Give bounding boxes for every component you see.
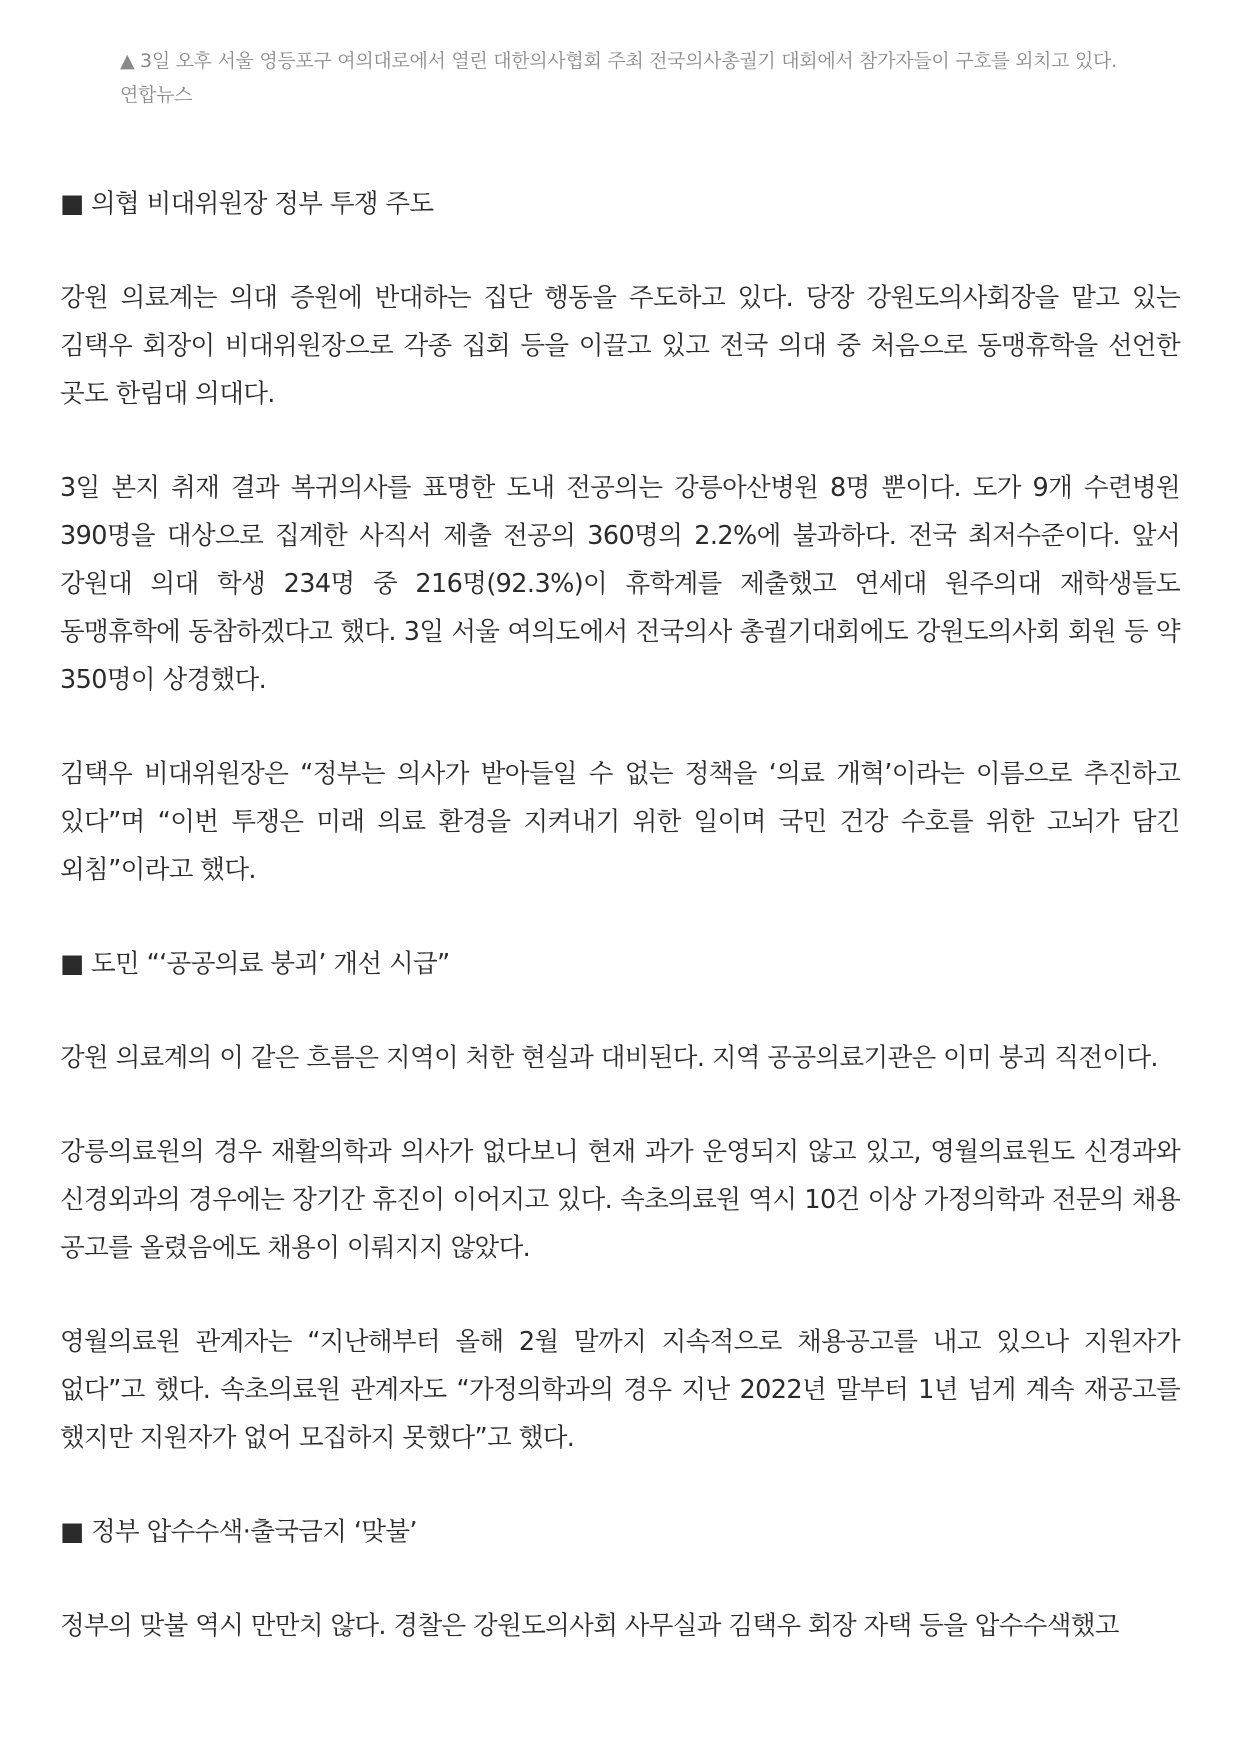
paragraph-6: 영월의료원 관계자는 “지난해부터 올해 2월 말까지 지속적으로 채용공고를 내고 있으나 지원자가 없다”고 했다. 속초의료원 관계자도 “가정의학과의 경우 지난 2022년 말부터 1년 넘게 계속 재공고를 했지만 지원자가 없어 모집하지 못했다”고 했다. xyxy=(60,1327,1180,1453)
paragraph-5: 강릉의료원의 경우 재활의학과 의사가 없다보니 현재 과가 운영되지 않고 있고, 영월의료원도 신경과와 신경외과의 경우에는 장기간 휴진이 이어지고 있다. 속초의료원 역시 10건 이상 가정의학과 전문의 채용 공고를 올렸음에도 채용이 이뤄지지 않았다. xyxy=(60,1137,1180,1263)
paragraph-4: 강원 의료계의 이 같은 흐름은 지역이 처한 현실과 대비된다. 지역 공공의료기관은 이미 붕괴 직전이다. xyxy=(60,1043,1158,1073)
article-body xyxy=(60,180,1180,1696)
paragraph-2: 3일 본지 취재 결과 복귀의사를 표명한 도내 전공의는 강릉아산병원 8명 뿐이다. 도가 9개 수련병원 390명을 대상으로 집계한 사직서 제출 전공의 360명의 2.2%에 불과하다. 전국 최저수준이다. 앞서 강원대 의대 학생 234명 중 216명(92.3%)이 휴학계를 제출했고 연세대 원주의대 재학생들도 동맹휴학에 동참하겠다고 했다. 3일 서울 여의도에서 전국의사 총궐기대회에도 강원도의사회 회원 등 약 350명이 상경했다. xyxy=(60,473,1180,695)
photo-caption: ▲ 3일 오후 서울 영등포구 여의대로에서 열린 대한의사협회 주최 전국의사총궐기 대회에서 참가자들이 구호를 외치고 있다. 연합뉴스 xyxy=(120,50,1117,106)
section-heading-2: ■ 도민 “‘공공의료 붕괴’ 개선 시급” xyxy=(60,949,450,979)
paragraph-7: 정부의 맞불 역시 만만치 않다. 경찰은 강원도의사회 사무실과 김택우 회장 자택 등을 압수수색했고 xyxy=(60,1611,1119,1641)
paragraph-1: 강원 의료계는 의대 증원에 반대하는 집단 행동을 주도하고 있다. 당장 강원도의사회장을 맡고 있는 김택우 회장이 비대위원장으로 각종 집회 등을 이끌고 있고 전국 의대 중 처음으로 동맹휴학을 선언한 곳도 한림대 의대다. xyxy=(60,283,1180,409)
paragraph-3: 김택우 비대위원장은 “정부는 의사가 받아들일 수 없는 정책을 ‘의료 개혁’이라는 이름으로 추진하고 있다”며 “이번 투쟁은 미래 의료 환경을 지켜내기 위한 일이며 국민 건강 수호를 위한 고뇌가 담긴 외침”이라고 했다. xyxy=(60,759,1180,885)
section-heading-3: ■ 정부 압수수색·출국금지 ‘맞불’ xyxy=(60,1517,417,1547)
section-heading-1: ■ 의협 비대위원장 정부 투쟁 주도 xyxy=(60,189,434,219)
